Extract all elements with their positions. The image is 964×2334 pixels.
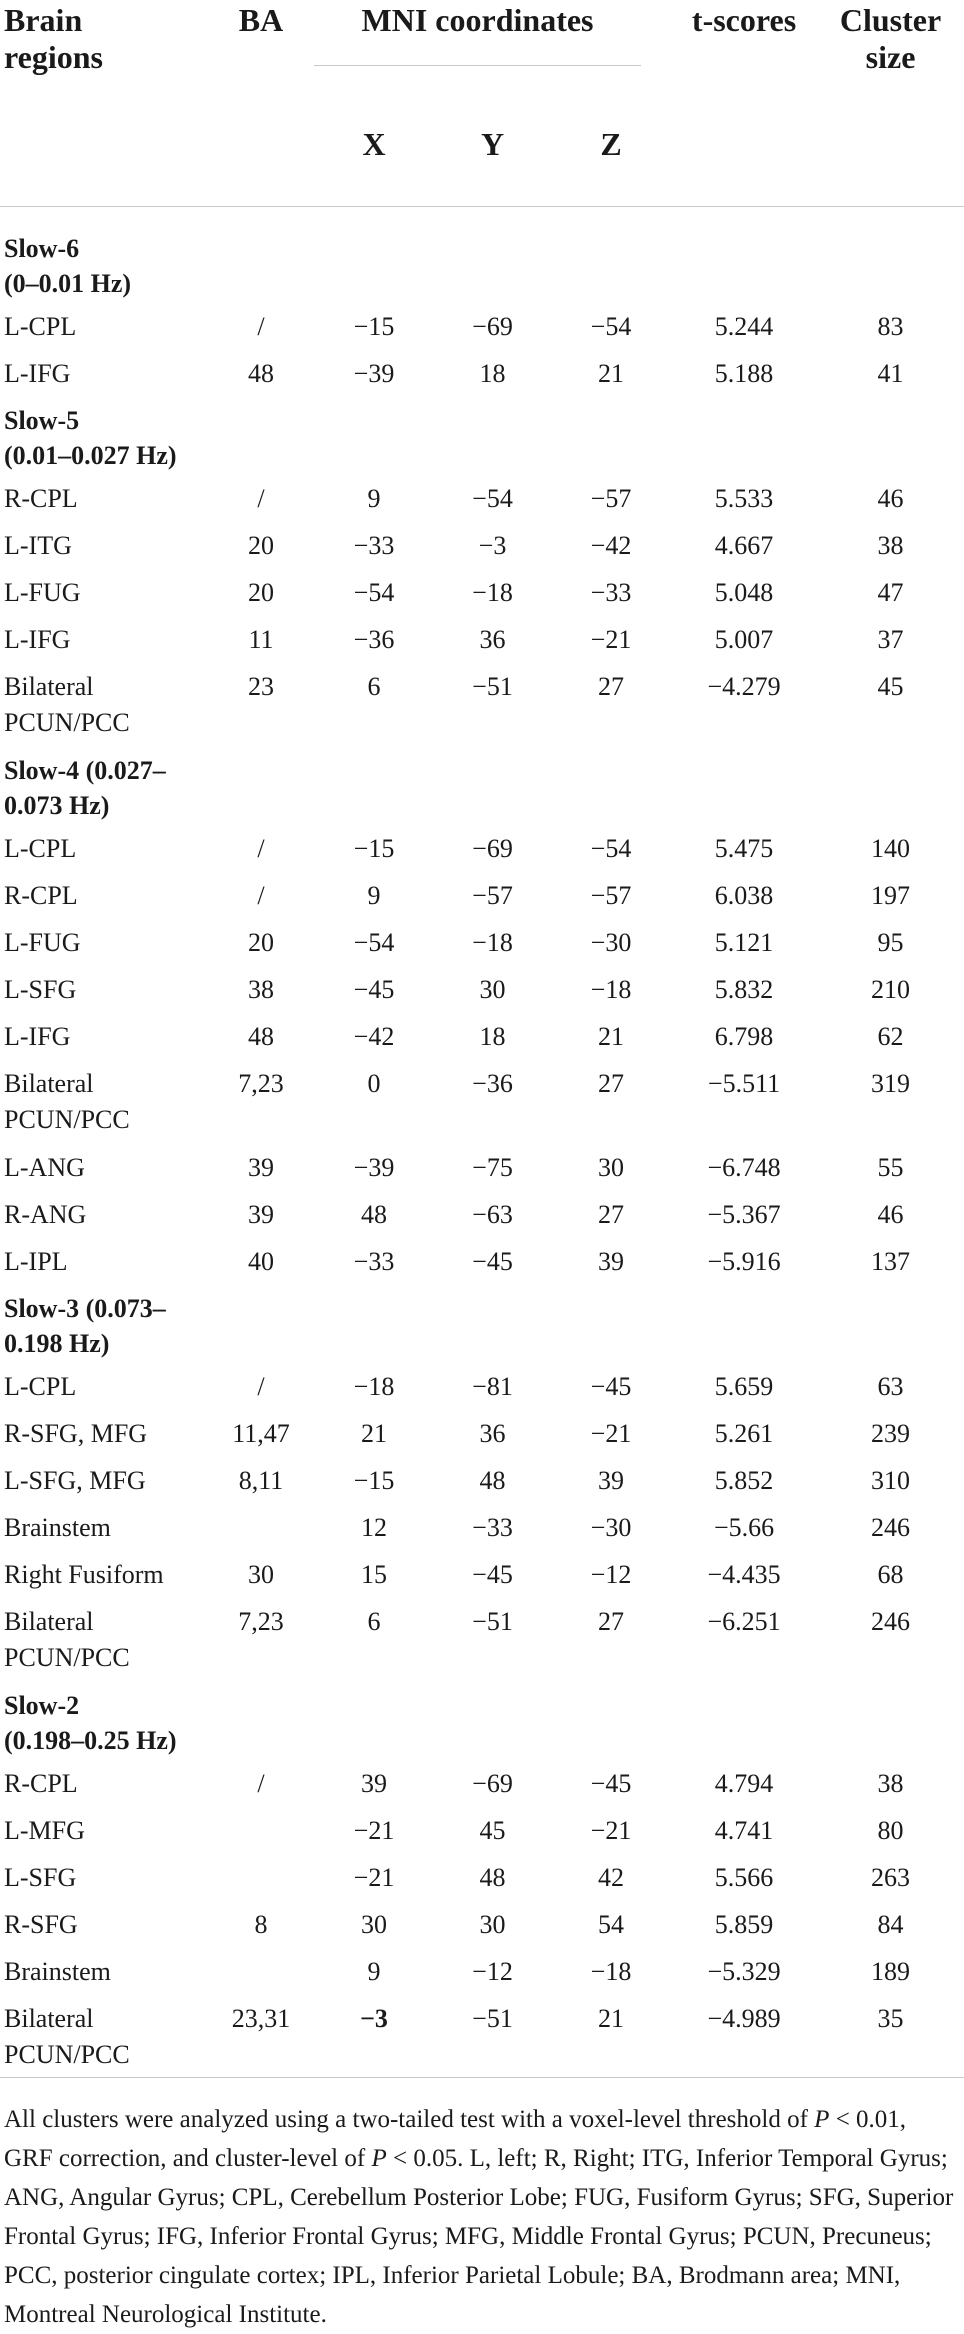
cell-cluster-size: 47	[877, 578, 904, 607]
cell-y: −69	[472, 834, 513, 863]
cell-cluster-size: 140	[871, 834, 911, 863]
cell-y: 30	[479, 975, 506, 1004]
cell-ba	[208, 1805, 314, 1852]
cell-ba: 7,23	[238, 1607, 284, 1636]
subheader-empty	[671, 106, 817, 207]
cell-t-score: −4.279	[707, 672, 781, 701]
cell-region: R-ANG	[4, 1200, 87, 1229]
table-row	[0, 1549, 964, 1596]
cell-x: 0	[367, 1069, 381, 1098]
cell-z: 27	[598, 1607, 625, 1636]
cell-ba: 20	[248, 531, 274, 560]
cell-x: −33	[353, 531, 395, 560]
cell-y: −51	[472, 672, 513, 701]
cell-x: 9	[367, 1957, 381, 1986]
table-row	[0, 1058, 964, 1142]
cell-y: −81	[472, 1372, 513, 1401]
footnote-text-1: All clusters were analyzed using a two-tailed test with a voxel-level threshold of	[4, 2106, 815, 2133]
header-ba: BA	[238, 2, 284, 38]
cell-cluster-size: 37	[877, 625, 904, 654]
table-row	[0, 520, 964, 567]
section-header-row	[0, 745, 964, 823]
cell-region: L-FUG	[4, 928, 81, 957]
table-row	[0, 1361, 964, 1408]
cell-cluster-size: 45	[877, 672, 904, 701]
cell-x: 12	[361, 1513, 387, 1542]
cell-x: −15	[353, 1466, 395, 1495]
cell-cluster-size: 319	[871, 1069, 911, 1098]
cell-ba: /	[257, 484, 265, 513]
cell-z: −42	[590, 531, 632, 560]
cell-region: L-IFG	[4, 625, 71, 654]
cell-cluster-size: 263	[871, 1863, 911, 1892]
table-row	[0, 1408, 964, 1455]
cell-y: 48	[479, 1466, 506, 1495]
cell-x: −45	[353, 975, 395, 1004]
section-header-row	[0, 1283, 964, 1361]
cell-z: 27	[598, 1200, 625, 1229]
cell-cluster-size: 84	[877, 1910, 904, 1939]
section-title: Slow-5 (0.01–0.027 Hz)	[4, 406, 177, 470]
cell-x: −54	[353, 928, 395, 957]
section-header-row	[0, 223, 964, 301]
cell-region: L-SFG, MFG	[4, 1466, 146, 1495]
table-footnote	[4, 2100, 960, 2334]
cell-x: 9	[367, 484, 381, 513]
cell-ba: 7,23	[238, 1069, 284, 1098]
footnote-text-3: < 0.05. L, left; R, Right; ITG, Inferior Temporal Gyrus; ANG, Angular Gyrus; CPL, Cerebellum Posterior Lobe; FUG, Fusiform Gyrus; SFG, Superior Frontal Gyrus; IFG, Inferior Frontal Gyrus; MFG, Middle Frontal Gyrus; PCUN, Precuneus; PCC, posterior cingulate cortex; IPL, Inferior Parietal Lobule; BA, Brodmann area; MNI, Montreal Neurological Institute.	[4, 2145, 954, 2328]
cell-region: L-IFG	[4, 1022, 71, 1051]
cell-x: −33	[353, 1247, 395, 1276]
cell-ba: /	[257, 312, 265, 341]
table-row	[0, 1236, 964, 1283]
cell-t-score: 5.121	[714, 928, 774, 957]
table-row	[0, 1993, 964, 2077]
cell-region: L-SFG	[4, 1863, 77, 1892]
cell-y: −54	[472, 484, 513, 513]
cell-ba: 38	[248, 975, 274, 1004]
cell-y: −3	[478, 531, 507, 560]
cell-x: −18	[353, 1372, 395, 1401]
cell-z: −21	[590, 1816, 632, 1845]
cell-cluster-size: 137	[871, 1247, 911, 1276]
cell-x: 15	[361, 1560, 387, 1589]
cell-z: −30	[590, 1513, 632, 1542]
cell-cluster-size: 189	[871, 1957, 911, 1986]
cell-t-score: 6.038	[714, 881, 774, 910]
cell-cluster-size: 68	[877, 1560, 904, 1589]
cell-t-score: 5.048	[714, 578, 774, 607]
section-title: Slow-6 (0–0.01 Hz)	[4, 234, 132, 298]
header-brain-regions: Brain regions	[4, 2, 103, 75]
footnote-p-symbol: P	[371, 2145, 387, 2172]
cell-z: 39	[598, 1466, 625, 1495]
cell-region: L-CPL	[4, 312, 77, 341]
cell-z: 21	[598, 1022, 625, 1051]
table-row	[0, 1502, 964, 1549]
cell-cluster-size: 83	[877, 312, 904, 341]
table-row	[0, 870, 964, 917]
cell-ba: 23,31	[231, 2004, 291, 2033]
cell-t-score: −5.511	[707, 1069, 781, 1098]
header-cluster-size: Cluster size	[839, 2, 942, 75]
cell-cluster-size: 46	[877, 484, 904, 513]
table-body	[0, 207, 964, 2078]
cell-t-score: 5.533	[714, 484, 774, 513]
cell-z: −30	[590, 928, 632, 957]
cell-y: −33	[472, 1513, 513, 1542]
cell-t-score: 5.659	[714, 1372, 774, 1401]
cell-z: −12	[590, 1560, 632, 1589]
cell-x: 9	[367, 881, 381, 910]
cell-ba: /	[257, 1372, 265, 1401]
table-row	[0, 301, 964, 348]
table-row	[0, 1852, 964, 1899]
cell-region: Bilateral PCUN/PCC	[4, 1069, 130, 1134]
table-row	[0, 823, 964, 870]
cell-region: R-CPL	[4, 1769, 78, 1798]
cell-cluster-size: 210	[871, 975, 911, 1004]
section-title: Slow-4 (0.027– 0.073 Hz)	[4, 756, 166, 820]
cell-ba: 48	[248, 1022, 274, 1051]
cell-region: L-ITG	[4, 531, 72, 560]
cell-z: −54	[590, 834, 632, 863]
cell-z: 21	[598, 2004, 625, 2033]
cell-y: −69	[472, 312, 513, 341]
cell-z: −21	[590, 625, 632, 654]
cell-y: −45	[472, 1560, 513, 1589]
cell-x: 21	[361, 1419, 387, 1448]
cell-y: −36	[472, 1069, 513, 1098]
cell-cluster-size: 310	[871, 1466, 911, 1495]
section-title: Slow-3 (0.073– 0.198 Hz)	[4, 1294, 166, 1358]
cell-y: 36	[479, 625, 506, 654]
table-row	[0, 1011, 964, 1058]
cell-t-score: −5.329	[707, 1957, 781, 1986]
cell-t-score: 5.007	[714, 625, 774, 654]
cell-cluster-size: 38	[877, 531, 904, 560]
cell-y: 18	[479, 359, 506, 388]
cell-z: −45	[590, 1769, 632, 1798]
cell-ba: /	[257, 834, 265, 863]
cell-z: −57	[590, 881, 632, 910]
section-header-row	[0, 395, 964, 473]
cell-cluster-size: 80	[877, 1816, 904, 1845]
table-row	[0, 661, 964, 745]
cell-z: −45	[590, 1372, 632, 1401]
cell-y: −12	[472, 1957, 513, 1986]
cell-z: −54	[590, 312, 632, 341]
cell-x: −36	[353, 625, 395, 654]
cell-t-score: −5.367	[707, 1200, 781, 1229]
cell-x: −54	[353, 578, 395, 607]
header-mni-coordinates	[314, 0, 671, 106]
cell-region: Bilateral PCUN/PCC	[4, 672, 130, 737]
cell-y: 18	[479, 1022, 506, 1051]
cell-ba: 39	[248, 1153, 274, 1182]
cell-y: −63	[472, 1200, 513, 1229]
cell-y: −45	[472, 1247, 513, 1276]
cell-y: 48	[479, 1863, 506, 1892]
spacer-cell	[0, 207, 964, 224]
cell-t-score: 5.859	[714, 1910, 774, 1939]
cell-ba	[208, 1502, 314, 1549]
header-x: X	[362, 126, 386, 162]
cell-t-score: −5.66	[713, 1513, 775, 1542]
header-mni-label: MNI coordinates	[314, 2, 641, 66]
cell-cluster-size: 46	[877, 1200, 904, 1229]
cell-x: 6	[367, 1607, 381, 1636]
cell-region: L-IPL	[4, 1247, 68, 1276]
cell-region: Bilateral PCUN/PCC	[4, 1607, 130, 1672]
cell-region: Brainstem	[4, 1513, 111, 1542]
cell-y: −69	[472, 1769, 513, 1798]
cell-y: −57	[472, 881, 513, 910]
cell-x: 39	[361, 1769, 387, 1798]
cell-t-score: 5.852	[714, 1466, 774, 1495]
cell-z: 54	[598, 1910, 625, 1939]
cell-t-score: 4.741	[714, 1816, 774, 1845]
cell-region: L-IFG	[4, 359, 71, 388]
cell-x: −42	[353, 1022, 395, 1051]
cell-cluster-size: 246	[871, 1513, 911, 1542]
cell-x: −21	[353, 1816, 395, 1845]
section-title: Slow-2 (0.198–0.25 Hz)	[4, 1691, 177, 1755]
cell-region: R-CPL	[4, 881, 78, 910]
header-z: Z	[600, 126, 622, 162]
cell-y: −18	[472, 578, 513, 607]
cell-t-score: 5.566	[714, 1863, 774, 1892]
cell-z: 39	[598, 1247, 625, 1276]
cell-t-score: 6.798	[714, 1022, 774, 1051]
table-row	[0, 567, 964, 614]
table-row	[0, 614, 964, 661]
cell-ba	[208, 1852, 314, 1899]
cell-t-score: 5.261	[714, 1419, 774, 1448]
cell-ba	[208, 1946, 314, 1993]
cell-x: −39	[353, 359, 395, 388]
table-row	[0, 1455, 964, 1502]
table-row	[0, 1596, 964, 1680]
cell-cluster-size: 63	[877, 1372, 904, 1401]
cell-y: −51	[472, 2004, 513, 2033]
cell-y: −18	[472, 928, 513, 957]
cell-region: R-SFG, MFG	[4, 1419, 148, 1448]
section-header-row	[0, 1680, 964, 1758]
cell-cluster-size: 35	[877, 2004, 904, 2033]
cell-x: −15	[353, 312, 395, 341]
cell-x: −21	[353, 1863, 395, 1892]
subheader-row	[0, 106, 964, 207]
cell-t-score: −6.251	[707, 1607, 781, 1636]
cell-t-score: 4.794	[714, 1769, 774, 1798]
cell-cluster-size: 41	[877, 359, 904, 388]
cell-z: 30	[598, 1153, 625, 1182]
table-row	[0, 917, 964, 964]
cell-cluster-size: 246	[871, 1607, 911, 1636]
cell-t-score: 5.188	[714, 359, 774, 388]
cell-t-score: −4.435	[707, 1560, 781, 1589]
cell-region: L-ANG	[4, 1153, 85, 1182]
cell-ba: 30	[248, 1560, 274, 1589]
cell-y: 36	[479, 1419, 506, 1448]
cell-t-score: −5.916	[707, 1247, 781, 1276]
cell-t-score: −4.989	[707, 2004, 781, 2033]
cell-z: 27	[598, 1069, 625, 1098]
cell-region: Bilateral PCUN/PCC	[4, 2004, 130, 2069]
cell-ba: 40	[248, 1247, 274, 1276]
cell-cluster-size: 95	[877, 928, 904, 957]
cell-cluster-size: 62	[877, 1022, 904, 1051]
cell-z: −21	[590, 1419, 632, 1448]
cell-region: R-CPL	[4, 484, 78, 513]
table-row	[0, 1805, 964, 1852]
cell-x: −15	[353, 834, 395, 863]
cell-region: R-SFG	[4, 1910, 78, 1939]
subheader-empty	[817, 106, 964, 207]
cell-ba: /	[257, 1769, 265, 1798]
table-row	[0, 964, 964, 1011]
header-row	[0, 0, 964, 106]
table-row	[0, 1946, 964, 1993]
cell-region: L-CPL	[4, 1372, 77, 1401]
cell-ba: 11	[248, 625, 274, 654]
cell-x: 6	[367, 672, 381, 701]
table-row	[0, 1899, 964, 1946]
cell-ba: 20	[248, 578, 274, 607]
cell-ba: 8,11	[238, 1466, 284, 1495]
cell-cluster-size: 38	[877, 1769, 904, 1798]
cell-y: 45	[479, 1816, 506, 1845]
cell-ba: 48	[248, 359, 274, 388]
cell-z: 21	[598, 359, 625, 388]
header-y: Y	[480, 126, 505, 162]
cell-ba: /	[257, 881, 265, 910]
table-row	[0, 1758, 964, 1805]
cell-ba: 20	[248, 928, 274, 957]
subheader-empty	[208, 106, 314, 207]
cell-z: 42	[598, 1863, 625, 1892]
cell-region: L-FUG	[4, 578, 81, 607]
cell-x: 48	[361, 1200, 387, 1229]
cell-region: L-MFG	[4, 1816, 85, 1845]
cell-t-score: 5.832	[714, 975, 774, 1004]
cell-region: Brainstem	[4, 1957, 111, 1986]
cell-ba: 8	[254, 1910, 268, 1939]
cell-z: −18	[590, 1957, 632, 1986]
cell-z: −57	[590, 484, 632, 513]
header-t-scores: t-scores	[691, 2, 797, 38]
cell-y: 30	[479, 1910, 506, 1939]
cell-region: L-CPL	[4, 834, 77, 863]
footnote-p-symbol: P	[814, 2106, 830, 2133]
cell-ba: 39	[248, 1200, 274, 1229]
table-row	[0, 473, 964, 520]
cell-ba: 23	[248, 672, 274, 701]
cell-cluster-size: 239	[871, 1419, 911, 1448]
cell-z: −18	[590, 975, 632, 1004]
table-row	[0, 1142, 964, 1189]
cell-z: −33	[590, 578, 632, 607]
cell-cluster-size: 197	[871, 881, 911, 910]
footnote-text-2: < 0.01, GRF correction, and cluster-level of	[4, 2106, 907, 2172]
cell-y: −51	[472, 1607, 513, 1636]
table-row	[0, 348, 964, 395]
cell-ba: 11,47	[232, 1419, 290, 1448]
spacer-row	[0, 207, 964, 224]
cell-y: −75	[472, 1153, 513, 1182]
cell-region: L-SFG	[4, 975, 77, 1004]
cell-x: −3	[360, 2004, 388, 2033]
cell-z: 27	[598, 672, 625, 701]
cell-x: −39	[353, 1153, 395, 1182]
subheader-empty	[0, 106, 208, 207]
cell-t-score: −6.748	[707, 1153, 781, 1182]
cell-region: Right Fusiform	[4, 1560, 164, 1589]
cell-t-score: 4.667	[714, 531, 774, 560]
table-row	[0, 1189, 964, 1236]
cell-cluster-size: 55	[877, 1153, 904, 1182]
cell-t-score: 5.475	[714, 834, 774, 863]
cell-t-score: 5.244	[714, 312, 774, 341]
cell-x: 30	[361, 1910, 387, 1939]
